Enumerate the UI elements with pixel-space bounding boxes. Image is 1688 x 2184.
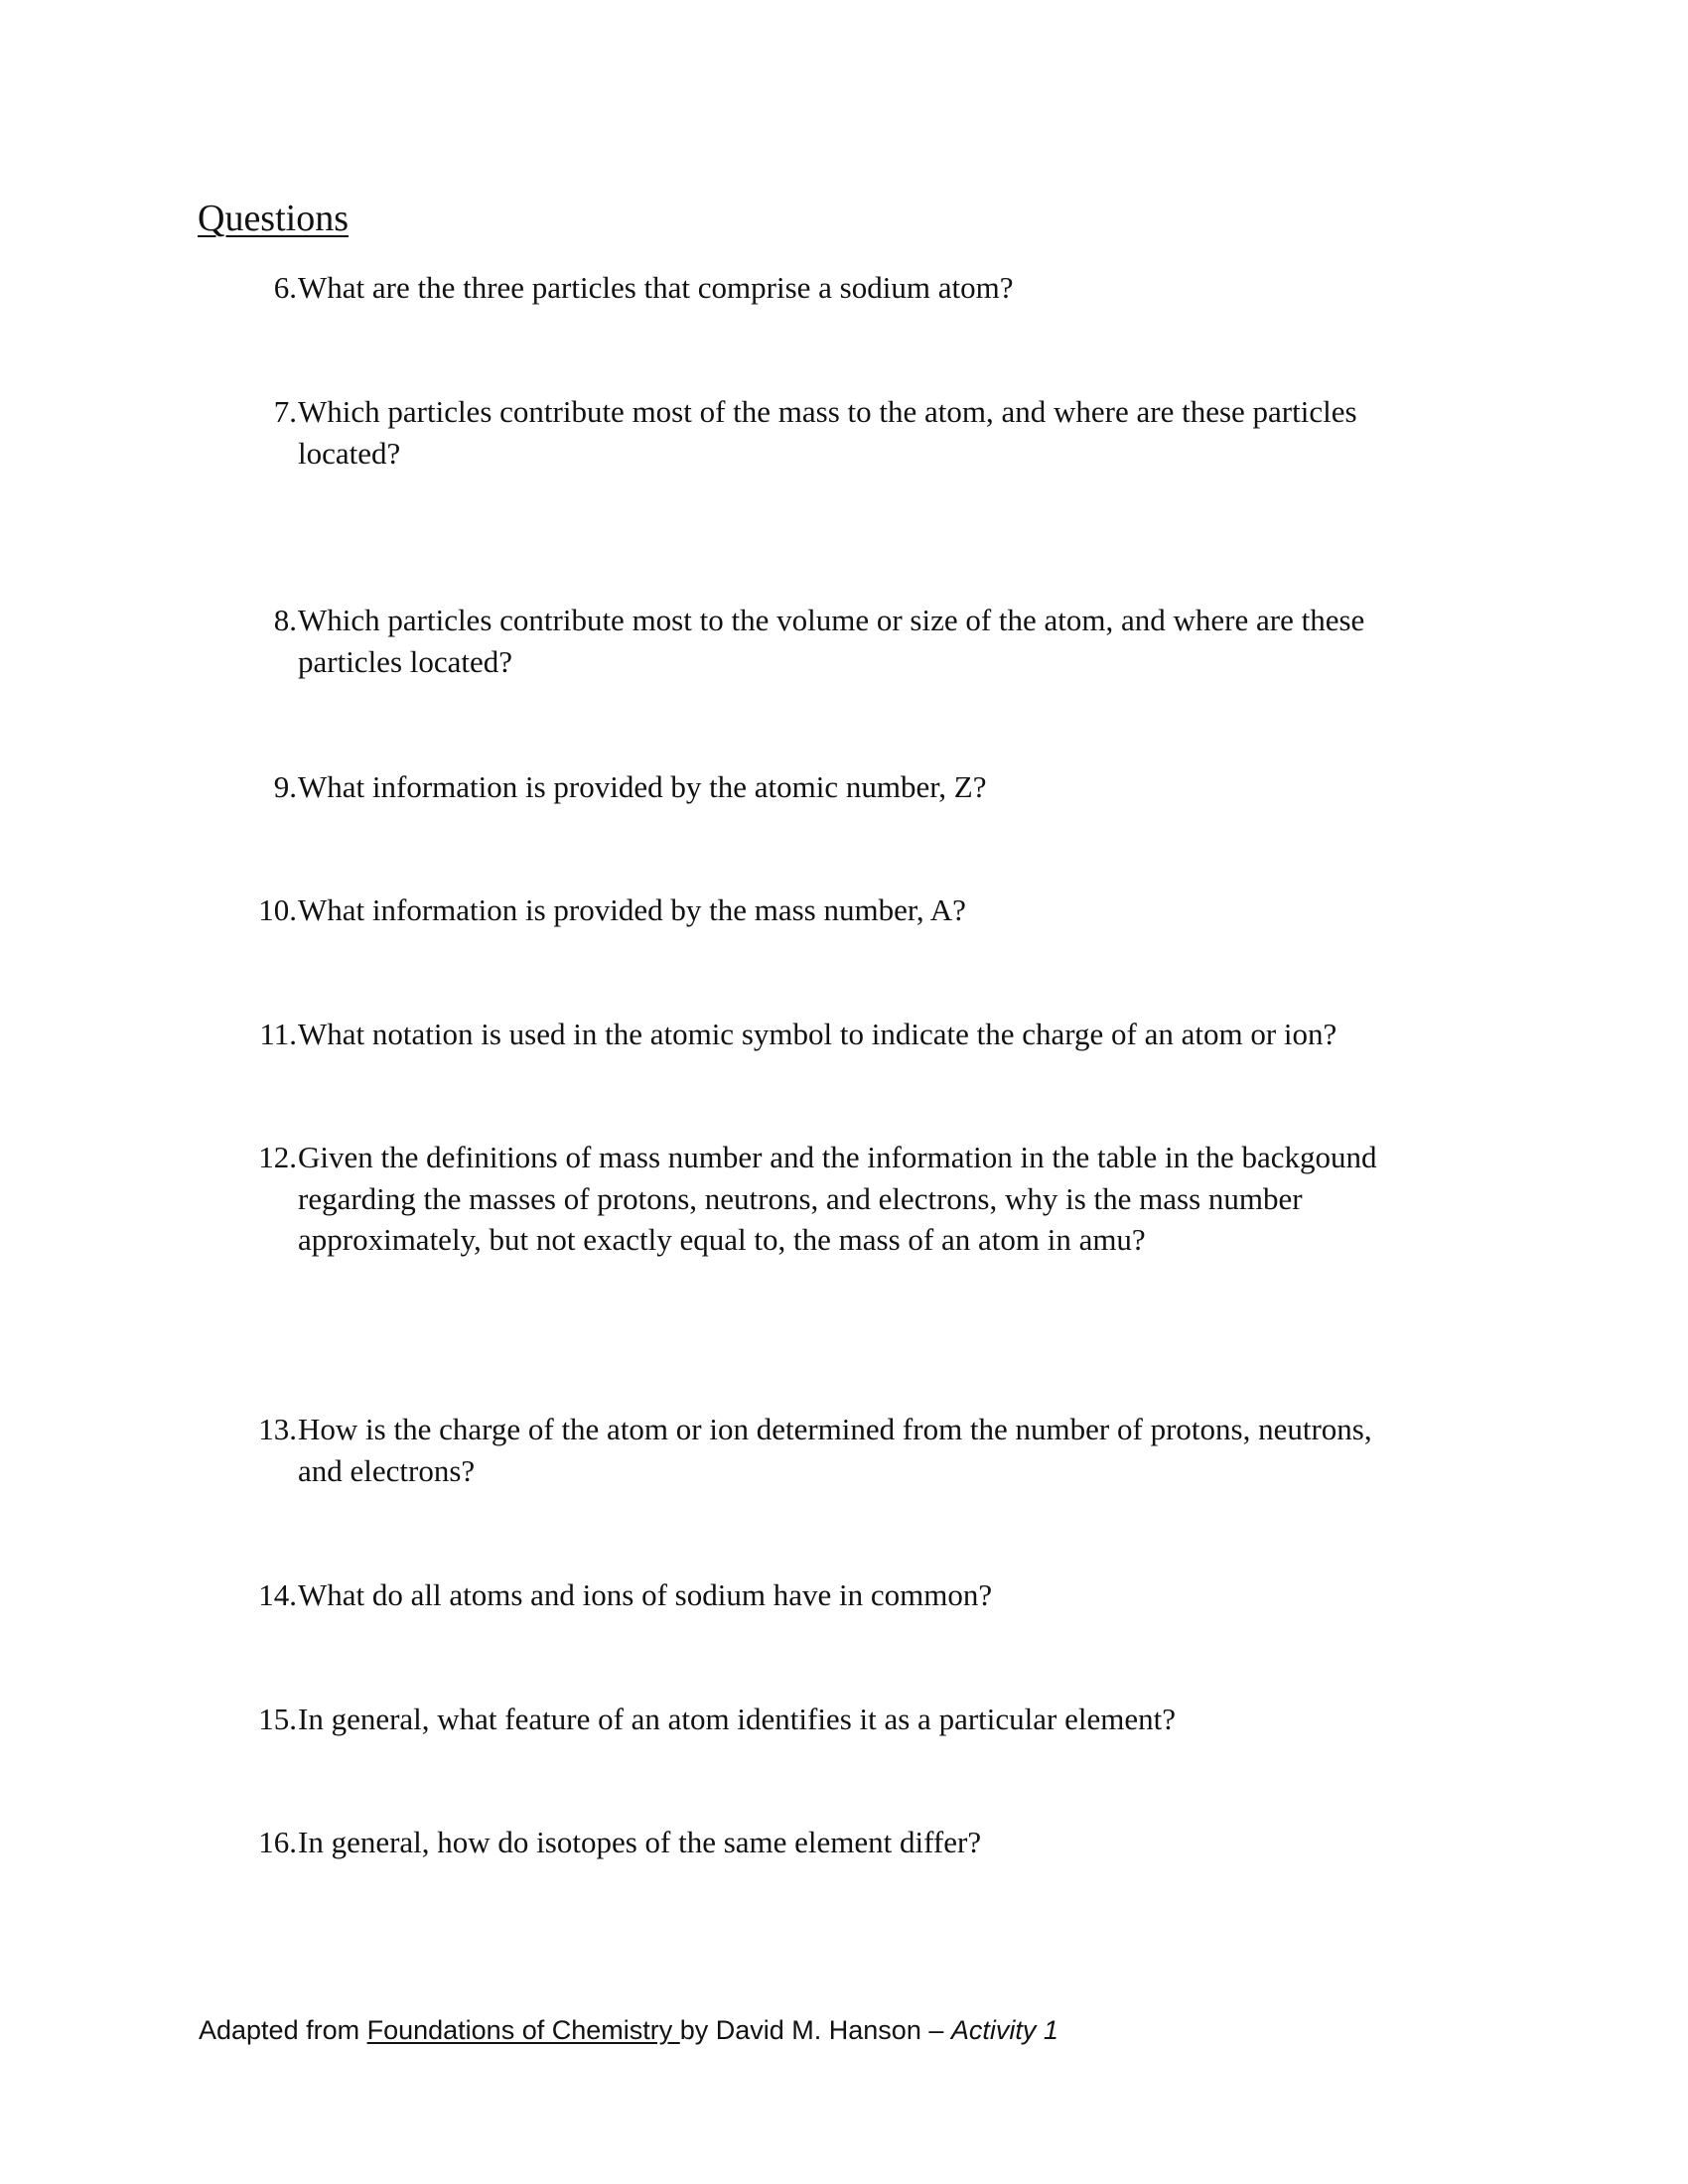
question-number: 12.: [258, 1140, 297, 1174]
source-footer: [199, 2013, 1058, 2047]
question-15: [247, 1699, 1469, 1740]
question-text: How is the charge of the atom or ion determined from the number of protons, neutrons, and electrons?: [298, 1412, 1372, 1488]
question-13: [247, 1409, 1469, 1491]
question-number: 15.: [258, 1702, 297, 1736]
question-text: What information is provided by the mass number, A?: [298, 892, 966, 927]
question-11: [247, 1014, 1469, 1055]
question-8: [247, 600, 1469, 682]
question-text: Given the definitions of mass number and the information in the table in the backgound regarding the masses of protons, neutrons, and electrons, why is the mass number approximately, but not exactly equal to, the mass of an atom in amu?: [298, 1140, 1377, 1257]
question-number: 16.: [258, 1825, 297, 1859]
question-7: [247, 391, 1469, 474]
question-text: What do all atoms and ions of sodium have in common?: [298, 1577, 993, 1612]
question-number: 6.: [273, 270, 297, 305]
question-number: 14.: [258, 1577, 297, 1612]
question-16: [247, 1822, 1469, 1863]
question-text: What information is provided by the atomic number, Z?: [298, 769, 987, 804]
question-text: In general, how do isotopes of the same element differ?: [298, 1825, 982, 1859]
question-text: Which particles contribute most of the mass to the atom, and where are these particles located?: [298, 394, 1357, 471]
question-text: What notation is used in the atomic symbol to indicate the charge of an atom or ion?: [298, 1017, 1337, 1051]
footer-prefix: Adapted from: [199, 2015, 367, 2045]
question-number: 9.: [273, 769, 297, 804]
question-6: [247, 267, 1469, 309]
footer-book-title: Foundations of Chemistry: [366, 2015, 680, 2045]
question-number: 11.: [259, 1017, 297, 1051]
question-number: 13.: [258, 1412, 297, 1446]
footer-author: by David M. Hanson –: [679, 2015, 951, 2045]
question-number: 8.: [273, 603, 297, 637]
question-9: [247, 766, 1469, 808]
question-14: [247, 1574, 1469, 1616]
question-12: [247, 1137, 1469, 1261]
question-number: 10.: [258, 892, 297, 927]
question-text: In general, what feature of an atom identifies it as a particular element?: [298, 1702, 1176, 1736]
question-text: Which particles contribute most to the volume or size of the atom, and where are these particles located?: [298, 603, 1365, 679]
question-10: [247, 889, 1469, 931]
footer-activity: Activity 1: [950, 2015, 1058, 2045]
question-number: 7.: [273, 394, 297, 429]
questions-heading: Questions: [198, 198, 349, 239]
question-text: What are the three particles that comprise a sodium atom?: [298, 270, 1014, 305]
